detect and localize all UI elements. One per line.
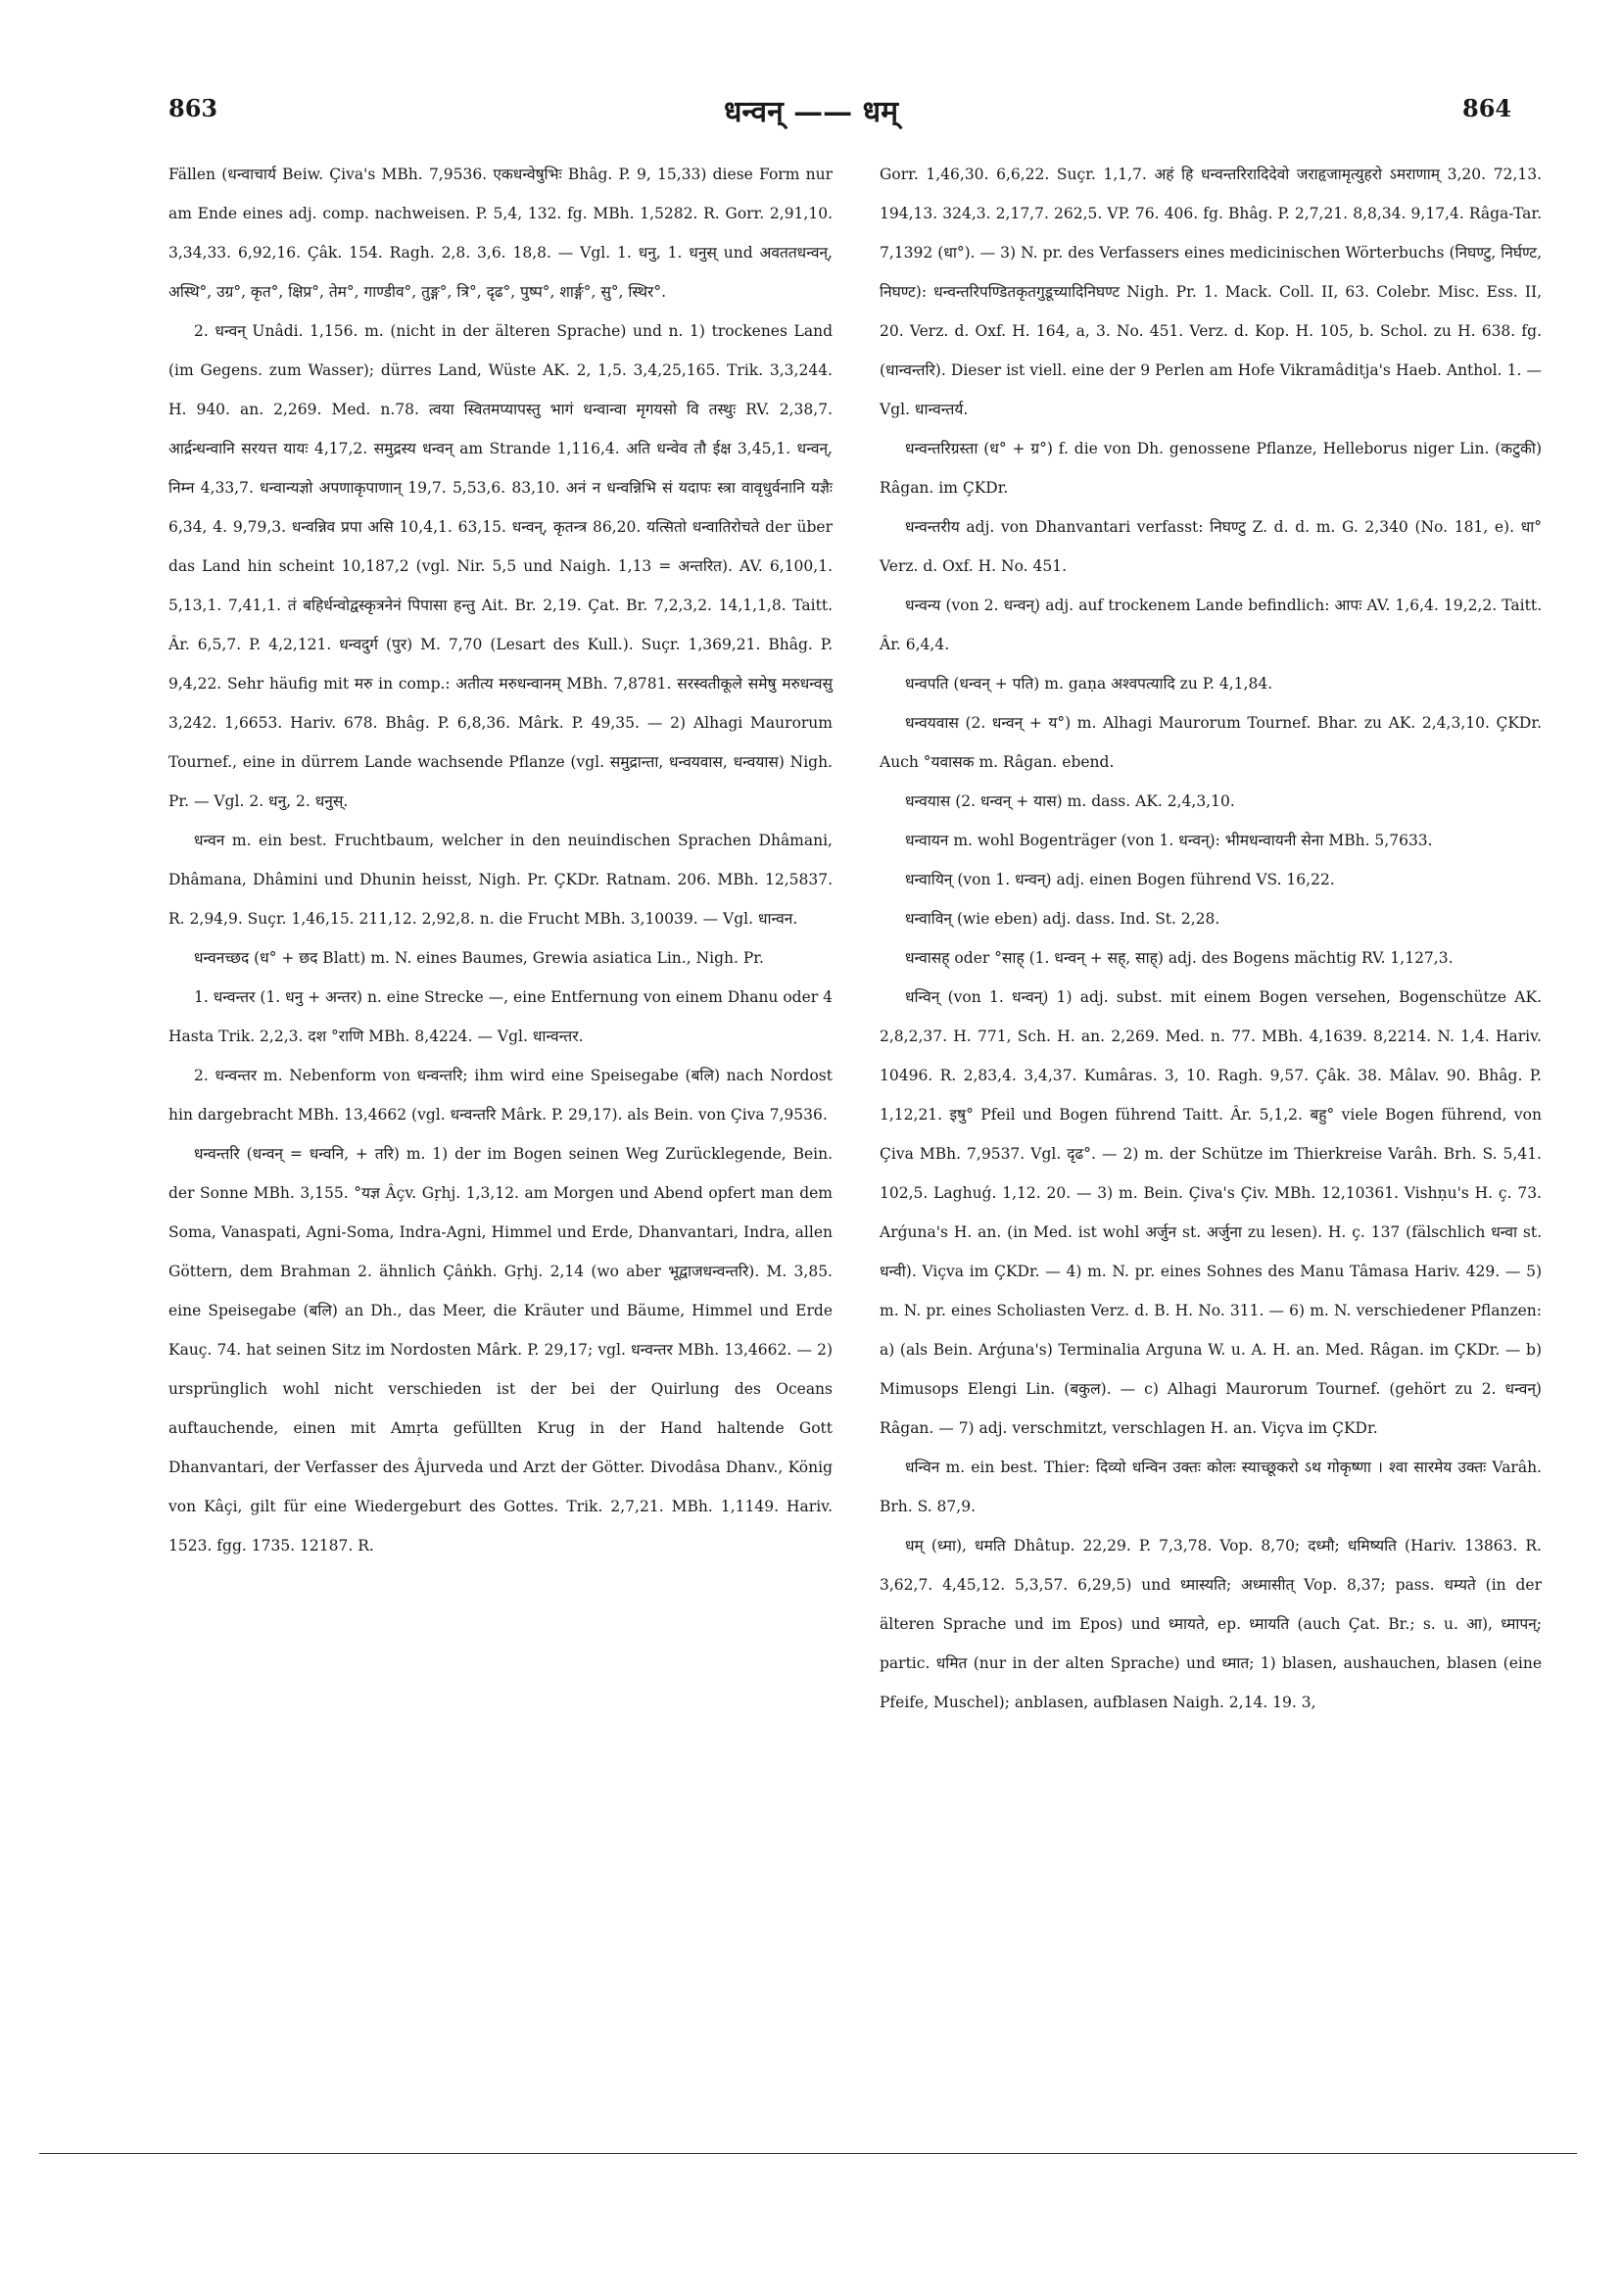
dictionary-entry: धन्वन्य (von 2. धन्वन्) adj. auf trockenem Lande befindlich: आपः AV. 1,6,4. 19,2,2. Taitt. Âr. 6,4,4. bbox=[880, 597, 1542, 653]
dictionary-entry: धन्वायिन् (von 1. धन्वन्) adj. einen Bogen führend VS. 16,22. bbox=[905, 871, 1335, 888]
dictionary-entry: धन्वन्तरिग्रस्ता (ध° + ग्र°) f. die von Dh. genossene Pflanze, Helleborus niger Lin. (कटुकी) Râgan. im ÇKDr. bbox=[880, 440, 1542, 497]
right-column bbox=[880, 155, 1542, 1722]
dictionary-entry: धन्वाविन् (wie eben) adj. dass. Ind. St. 2,28. bbox=[905, 910, 1220, 928]
dictionary-entry: धम् (ध्मा), धमति Dhâtup. 22,29. P. 7,3,78. Vop. 8,70; दध्मौ; धमिष्यति (Hariv. 13863. R. 3,62,7. 4,45,12. 5,3,57. 6,29,5) und ध्मास्यति; अध्मासीत् Vop. 8,37; pass. धम्यते (in der älteren Sprache und im Epos) und ध्मायते, ep. ध्मायति (auch Çat. Br.; s. u. आ), ध्मापन्; partic. धमित (nur in der alten Sprache) und ध्मात; 1) blasen, aushauchen, blasen (eine Pfeife, Muschel); anblasen, aufblasen Naigh. 2,14. 19. 3, bbox=[880, 1537, 1542, 1711]
bottom-rule bbox=[39, 2153, 1577, 2154]
dictionary-entry: धन्वनच्छद (ध° + छद Blatt) m. N. eines Baumes, Grewia asiatica Lin., Nigh. Pr. bbox=[194, 949, 764, 967]
dictionary-entry: धन्वपति (धन्वन् + पति) m. gaṇa अश्वपत्यादि zu P. 4,1,84. bbox=[905, 675, 1273, 693]
dictionary-entry: धन्वन्तरि (धन्वन् = धन्वनि, + तरि) m. 1) der im Bogen seinen Weg Zurücklegende, Bein. der Sonne MBh. 3,155. °यज्ञ Âçv. Gṛhj. 1,3,12. am Morgen und Abend opfert man dem Soma, Vanaspati, Agni-Soma, Indra-Agni, Himmel und Erde, Dhanvantari, Indra, allen Göttern, dem Brahman 2. ähnlich Çâṅkh. Gṛhj. 2,14 (wo aber भूद्वाजधन्वन्तरि). M. 3,85. eine Speisegabe (बलि) an Dh., das Meer, die Kräuter und Bäume, Himmel und Erde Kauç. 74. hat seinen Sitz im Nordosten Mârk. P. 29,17; vgl. धन्वन्तर MBh. 13,4662. — 2) ursprünglich wohl nicht verschieden ist der bei der Quirlung des Oceans auftauchende, einen mit Amṛta gefüllten Krug in der Hand haltende Gott Dhanvantari, der Verfasser des Âjurveda und Arzt der Götter. Divodâsa Dhanv., König von Kâçi, gilt für eine Wiedergeburt des Gottes. Trik. 2,7,21. MBh. 1,1149. Hariv. 1523. fgg. 1735. 12187. R. bbox=[168, 1145, 833, 1555]
dictionary-entry: धन्वयवास (2. धन्वन् + य°) m. Alhagi Maurorum Tournef. Bhar. zu AK. 2,4,3,10. ÇKDr. Auch °यवासक m. Râgan. ebend. bbox=[880, 714, 1542, 771]
dictionary-entry: 2. धन्वन्तर m. Nebenform von धन्वन्तरि; ihm wird eine Speisegabe (बलि) nach Nordost hin dargebracht MBh. 13,4662 (vgl. धन्वन्तरि Mârk. P. 29,17). als Bein. von Çiva 7,9536. bbox=[168, 1067, 833, 1124]
left-column bbox=[168, 155, 833, 1565]
dictionary-entry: धन्विन m. ein best. Thier: दिव्यो धन्विन उक्तः कोलः स्याच्छूकरो ऽथ गोकृष्णा । श्वा सारमेय उक्तः Varâh. Brh. S. 87,9. bbox=[880, 1459, 1542, 1515]
dictionary-entry: धन्वासह् oder °साह् (1. धन्वन् + सह्, साह्) adj. des Bogens mächtig RV. 1,127,3. bbox=[905, 949, 1454, 967]
dictionary-entry: Gorr. 1,46,30. 6,6,22. Suçr. 1,1,7. अहं हि धन्वन्तरिरादिदेवो जराहृजामृत्युहरो ऽमराणाम् 3,20. 72,13. 194,13. 324,3. 2,17,7. 262,5. VP. 76. 406. fg. Bhâg. P. 2,7,21. 8,8,34. 9,17,4. Râga-Tar. 7,1392 (धा°). — 3) N. pr. des Verfassers eines medicinischen Wörterbuchs (निघण्टु, निर्घण्ट, निघण्ट): धन्वन्तरिपण्डितकृतगुडूच्यादिनिघण्ट Nigh. Pr. 1. Mack. Coll. II, 63. Colebr. Misc. Ess. II, 20. Verz. d. Oxf. H. 164, a, 3. No. 451. Verz. d. Kop. H. 105, b. Schol. zu H. 638. fg. (धान्वन्तरि). Dieser ist viell. eine der 9 Perlen am Hofe Vikramâditja's Haeb. Anthol. 1. — Vgl. धान्वन्तर्य. bbox=[880, 166, 1542, 418]
dictionary-entry: धन्वयास (2. धन्वन् + यास) m. dass. AK. 2,4,3,10. bbox=[905, 792, 1235, 810]
dictionary-entry: धन्वन्तरीय adj. von Dhanvantari verfasst: निघण्टु Z. d. d. m. G. 2,340 (No. 181, e). धा° Verz. d. Oxf. H. No. 451. bbox=[880, 518, 1542, 575]
dictionary-entry: 1. धन्वन्तर (1. धनु + अन्तर) n. eine Strecke —, eine Entfernung von einem Dhanu oder 4 Hasta Trik. 2,2,3. दश °राणि MBh. 8,4224. — Vgl. धान्वन्तर. bbox=[168, 988, 833, 1045]
dictionary-entry: धन्वायन m. wohl Bogenträger (von 1. धन्वन्): भीमधन्वायनी सेना MBh. 5,7633. bbox=[905, 832, 1433, 849]
dictionary-entry: धन्वन m. ein best. Fruchtbaum, welcher in den neuindischen Sprachen Dhâmani, Dhâmana, Dhâmini und Dhunin heisst, Nigh. Pr. ÇKDr. Ratnam. 206. MBh. 12,5837. R. 2,94,9. Suçr. 1,46,15. 211,12. 2,92,8. n. die Frucht MBh. 3,10039. — Vgl. धान्वन. bbox=[168, 832, 833, 928]
dictionary-entry: 2. धन्वन् Unâdi. 1,156. m. (nicht in der älteren Sprache) und n. 1) trockenes Land (im Gegens. zum Wasser); dürres Land, Wüste AK. 2, 1,5. 3,4,25,165. Trik. 3,3,244. H. 940. an. 2,269. Med. n.78. त्वया स्वितमप्यापस्तु भागं धन्वान्वा मृगयसो वि तस्थुः RV. 2,38,7. आर्द्रन्धन्वानि सरयत्त यायः 4,17,2. समुद्रस्य धन्वन् am Strande 1,116,4. अति धन्वेव तौ ईक्ष 3,45,1. धन्वन्, निम्न 4,33,7. धन्वान्यज्ञो अपणाकृपाणान् 19,7. 5,53,6. 83,10. अनं न धन्वन्निभि सं यदापः स्त्रा वावृधुर्वनानि यज्ञैः 6,34, 4. 9,79,3. धन्वन्निव प्रपा असि 10,4,1. 63,15. धन्वन्, कृतन्त्र 86,20. यत्सितो धन्वातिरोचते der über das Land hin scheint 10,187,2 (vgl. Nir. 5,5 und Naigh. 1,13 = अन्तरित). AV. 6,100,1. 5,13,1. 7,41,1. तं बहिर्धन्वोद्वस्कृत्रनेनं पिपासा हन्तु Ait. Br. 2,19. Çat. Br. 7,2,3,2. 14,1,1,8. Taitt. Âr. 6,5,7. P. 4,2,121. धन्वदुर्ग (पुर) M. 7,70 (Lesart des Kull.). Suçr. 1,369,21. Bhâg. P. 9,4,22. Sehr häufig mit मरु in comp.: अतीत्य मरुधन्वानम् MBh. 7,8781. सरस्वतीकूले समेषु मरुधन्वसु 3,242. 1,6653. Hariv. 678. Bhâg. P. 6,8,36. Mârk. P. 49,35. — 2) Alhagi Maurorum Tournef., eine in dürrem Lande wachsende Pflanze (vgl. समुद्रान्ता, धन्वयवास, धन्वयास) Nigh. Pr. — Vgl. 2. धनु, 2. धनुस्. bbox=[168, 322, 833, 810]
page-number-left: 863 bbox=[168, 94, 218, 122]
dictionary-entry: धन्विन् (von 1. धन्वन्) 1) adj. subst. mit einem Bogen versehen, Bogenschütze AK. 2,8,2,37. H. 771, Sch. H. an. 2,269. Med. n. 77. MBh. 4,1639. 8,2214. N. 1,4. Hariv. 10496. R. 2,83,4. 3,4,37. Kumâras. 3, 10. Ragh. 9,57. Çâk. 38. Mâlav. 90. Bhâg. P. 1,12,21. इषु° Pfeil und Bogen führend Taitt. Âr. 5,1,2. बहु° viele Bogen führend, von Çiva MBh. 7,9537. Vgl. दृढ°. — 2) m. der Schütze im Thierkreise Varâh. Brh. S. 5,41. 102,5. Laghuǵ. 1,12. 20. — 3) m. Bein. Çiva's Çiv. MBh. 12,10361. Vishṇu's H. ç. 73. Arǵuna's H. an. (in Med. ist wohl अर्जुन st. अर्जुना zu lesen). H. ç. 137 (fälschlich धन्वा st. धन्वी). Viçva im ÇKDr. — 4) m. N. pr. eines Sohnes des Manu Tâmasa Hariv. 429. — 5) m. N. pr. eines Scholiasten Verz. d. B. H. No. 311. — 6) m. N. verschiedener Pflanzen: a) (als Bein. Arǵuna's) Terminalia Arguna W. u. A. H. an. Med. Râgan. im ÇKDr. — b) Mimusops Elengi Lin. (बकुल). — c) Alhagi Maurorum Tournef. (gehört zu 2. धन्वन्) Râgan. — 7) adj. verschmitzt, verschlagen H. an. Viçva im ÇKDr. bbox=[880, 988, 1542, 1437]
dictionary-entry: Fällen (धन्वाचार्य Beiw. Çiva's MBh. 7,9536. एकधन्वेषुभिः Bhâg. P. 9, 15,33) diese Form nur am Ende eines adj. comp. nachweisen. P. 5,4, 132. fg. MBh. 1,5282. R. Gorr. 2,91,10. 3,34,33. 6,92,16. Çâk. 154. Ragh. 2,8. 3,6. 18,8. — Vgl. 1. धनु, 1. धनुस् und अवततधन्वन्, अस्थि°, उग्र°, कृत°, क्षिप्र°, तेम°, गाण्डीव°, तुङ्ग°, त्रि°, दृढ°, पुष्प°, शार्ङ्ग°, सु°, स्थिर°. bbox=[168, 166, 833, 301]
page-number-right: 864 bbox=[1462, 94, 1512, 122]
running-headword: धन्वन् —— धम् bbox=[723, 95, 899, 129]
